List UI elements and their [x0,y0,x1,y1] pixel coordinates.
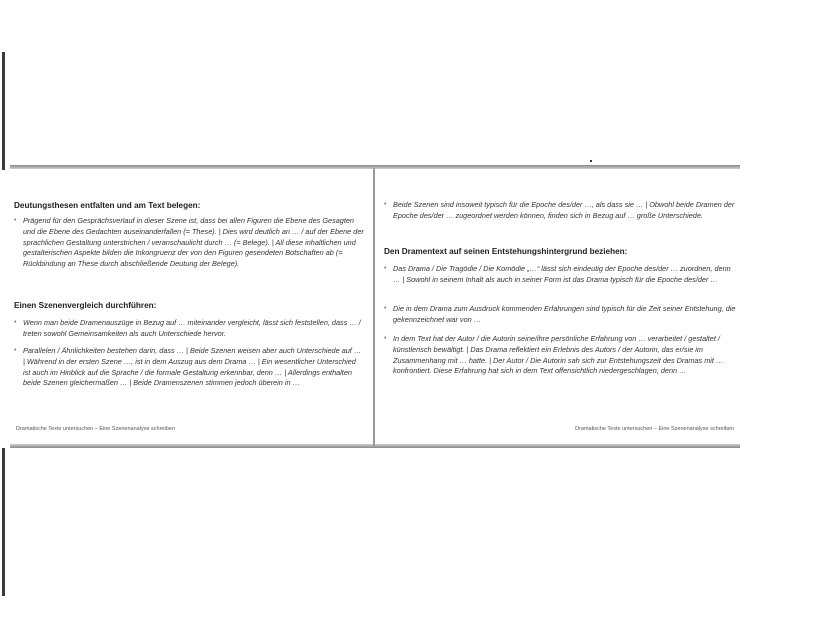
list-item [14,318,364,340]
bullet-text: • Beide Szenen sind insoweit typisch für die Epoche des/der …, als dass sie … | Obwohl beide Dramen der Epoche des/der … zugeordnet werden können, finden sich in Bezug auf … große Unterschiede. [384,200,736,222]
scan-speck [590,160,592,162]
section-deutungsthesen [14,200,364,211]
right-page [384,170,736,442]
bullet-text: • Prägend für den Gesprächsverlauf in dieser Szene ist, dass bei allen Figuren die Ebene des Gesagten und die Ebene des Gedachten auseinanderfallen (= These). | Dies wird deutlich an … / auf der Ebene der sprachlichen Gestaltung unterstrichen / veranschaulicht durch … (= Belege). | All diese inhaltlichen und gestalterischen Aspekte bilden die Inkongruenz der von den Figuren gesendeten Botschaften ab (= Rückbindung an These durch abschließende Deutung der Belege). [14,216,364,270]
bullet-text: • Wenn man beide Dramenauszüge in Bezug auf … miteinander vergleicht, lässt sich feststellen, dass … / treten sowohl Gemeinsamkeiten als auch Unterschiede hervor. [14,318,364,340]
page-edge-bottom [10,444,740,448]
page-edge-top [10,165,740,169]
list-item [384,304,736,326]
section-heading: Den Dramentext auf seinen Entstehungshintergrund beziehen: [384,247,628,256]
page-footer: Dramatische Texte untersuchen – Eine Szenenanalyse schreiben [575,426,734,432]
list-item [14,346,364,389]
bullet-text: • Die in dem Drama zum Ausdruck kommenden Erfahrungen sind typisch für die Zeit seiner Entstehung, die gekennzeichnet war von … [384,304,736,326]
section-heading: Deutungsthesen entfalten und am Text belegen: [14,201,201,210]
list-item [384,264,736,286]
bullet-text: • Parallelen / Ähnlichkeiten bestehen darin, dass … | Beide Szenen weisen aber auch Unterschiede auf … | Während in der ersten Szene …, ist in dem Auszug aus dem Drama … | Ein wesentlicher Unterschied ist auch im Hinblick auf die Sprache / die formale Gestaltung erkennbar, denn … | Allerdings enthalten beide Szenen gleichermaßen … | Beide Dramenszenen stimmen jedoch überein in … [14,346,364,389]
scan-edge [2,52,5,170]
scan-edge [2,448,5,596]
list-item [384,200,736,222]
bullet-text: • Das Drama / Die Tragödie / Die Komödie „…“ lässt sich eindeutig der Epoche des/der … zuordnen, denn … | Sowohl in seinem Inhalt als auch in seiner Form ist das Drama typisch für die Epoche des/der … [384,264,736,286]
left-page [14,170,364,442]
section-szenenvergleich [14,300,364,311]
section-heading: Einen Szenenvergleich durchführen: [14,301,157,310]
section-entstehungshintergrund [384,246,736,257]
book-gutter [373,168,375,446]
page-footer: Dramatische Texte untersuchen – Eine Szenenanalyse schreiben [16,426,175,432]
list-item [14,216,364,270]
list-item [384,334,736,377]
bullet-text: • In dem Text hat der Autor / die Autorin seine/ihre persönliche Erfahrung von … verarbeitet / gestaltet / künstlerisch bewältigt. | Das Drama reflektiert ein Erlebnis des Autors / der Autorin, das er/sie im Zusammenhang mit … hatte. | Der Autor / Die Autorin sah sich zur Entstehungszeit des Dramas mit … konfrontiert. Diese Erfahrung hat sich in dem Text offensichtlich niedergeschlagen, denn … [384,334,736,377]
